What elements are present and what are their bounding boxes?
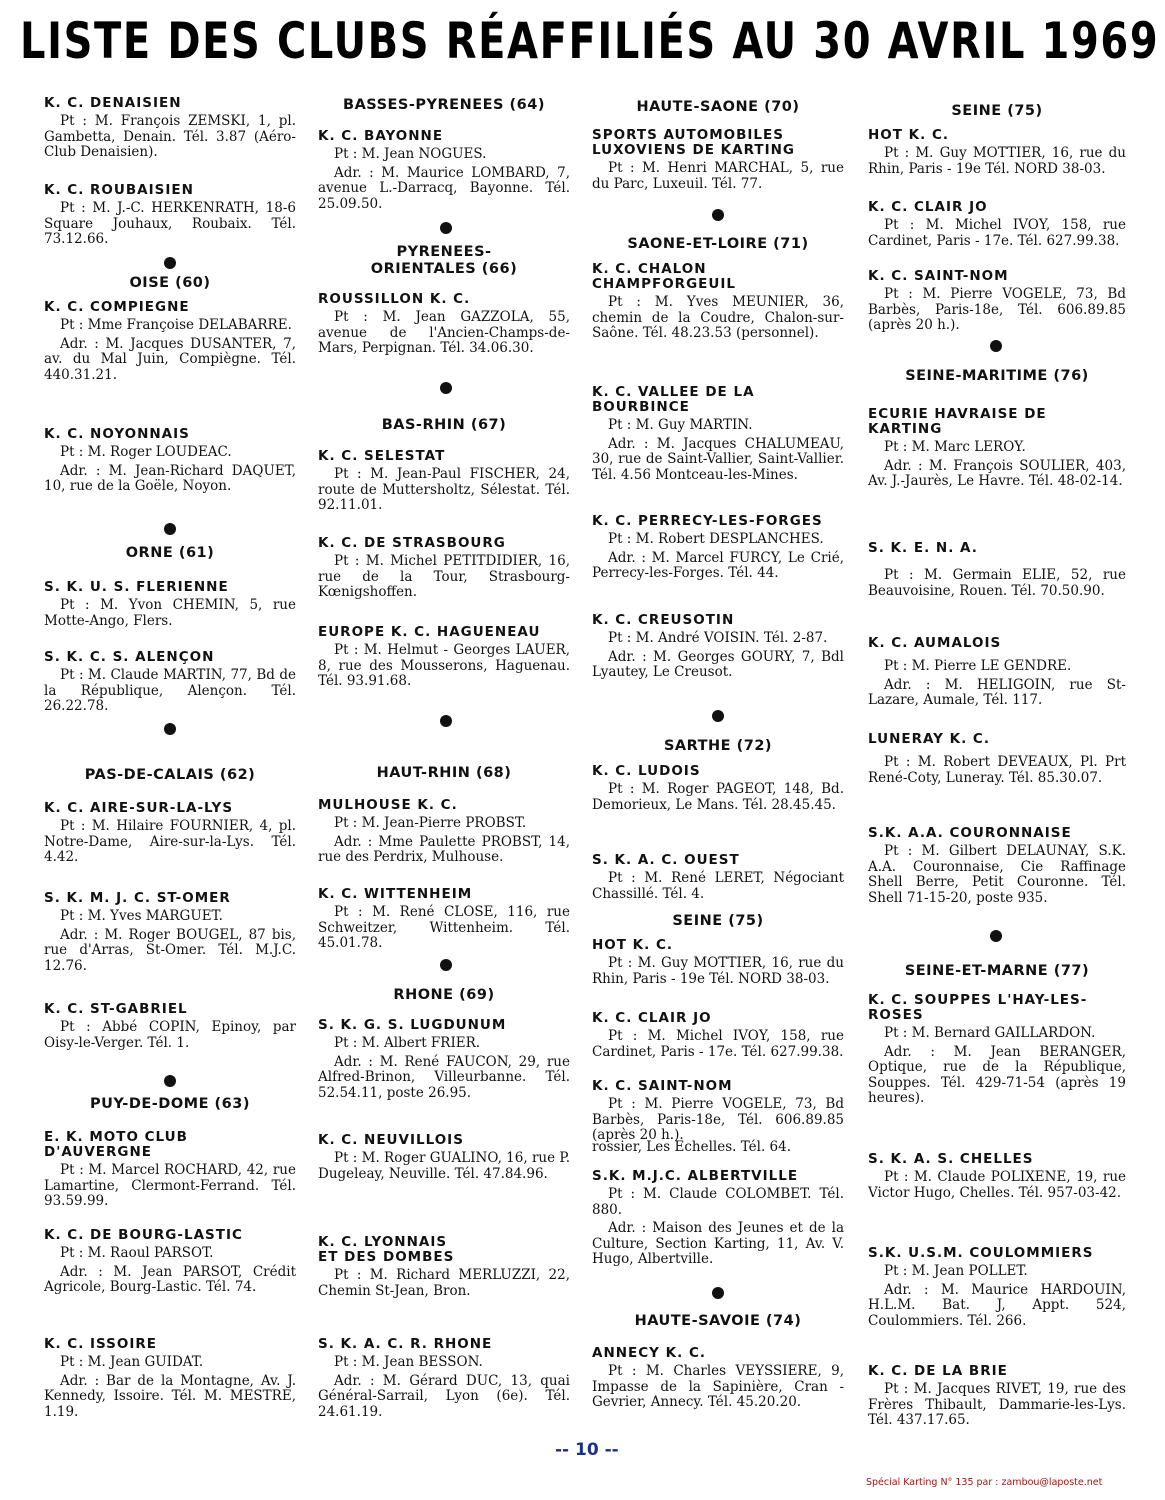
club-name: ANNECY K. C. [592,1345,706,1361]
club-address: Adr. : M. Jean PARSOT, Crédit Agricole, Bourg-Lastic. Tél. 74. [44,1263,296,1295]
club-entry [868,541,1126,602]
club-name: E. K. MOTO CLUB D'AUVERGNE [44,1129,188,1160]
department-heading: PYRENEES-ORIENTALES (66) [370,244,518,277]
club-details: Pt : M. Germain ELIE, 52, rue Beauvoisine, Rouen. Tél. 70.50.90. [868,567,1126,599]
club-entry [592,514,844,585]
department-heading: SAONE-ET-LOIRE (71) [627,236,809,252]
section-bullet-icon [164,523,176,535]
club-address: Adr. : Mme Paulette PROBST, 14, rue des Perdrix, Mulhouse. [318,833,570,865]
club-details: Pt : M. Claude POLIXENE, 19, rue Victor Hugo, Chelles. Tél. 957-03-42. [868,1169,1126,1201]
club-name: K. C. ROUBAISIEN [44,182,194,198]
club-entry [318,1018,570,1104]
overprinted-text: rossier, Les Echelles. Tél. 64. [592,1139,792,1155]
club-details: Pt : M. Robert DEVEAUX, Pl. Prt René-Coty, Luneray. Tél. 85.30.07. [868,754,1126,786]
club-entry [318,798,570,869]
club-address: Adr. : M. Maurice HARDOUIN, H.L.M. Bat. J, Appt. 524, Coulommiers. Tél. 266. [868,1281,1126,1329]
club-entry [44,580,296,632]
club-details: Pt : Abbé COPIN, Epinoy, par Oisy-le-Verger. Tél. 1. [44,1019,296,1051]
club-address: Adr. : M. HELIGOIN, rue St-Lazare, Aumale, Tél. 117. [868,676,1126,708]
section-bullet-icon [440,382,452,394]
club-entry [318,449,570,517]
club-entry [44,300,296,386]
club-details: Pt : M. Jacques RIVET, 19, rue des Frères Thibault, Dammarie-les-Lys. Tél. 437.17.65. [868,1381,1126,1428]
club-president: Pt : M. Jean NOGUES. [334,146,487,162]
section-bullet-icon [990,340,1002,352]
club-details: Pt : M. Claude MARTIN, 77, Bd de la République, Alençon. Tél. 26.22.78. [44,667,296,714]
club-details: Pt : M. Charles VEYSSIERE, 9, Impasse de la Sapinière, Cran - Gevrier, Annecy. Tél. 45.20.20. [592,1363,844,1410]
club-name: K. C. SOUPPES L'HAY-LES-ROSES [868,992,1088,1023]
club-entry [44,1002,296,1054]
club-address: Adr. : M. Roger BOUGEL, 87 bis, rue d'Arras, St-Omer. Tél. M.J.C. 12.76. [44,926,296,974]
department-heading: BASSES-PYRENEES (64) [343,97,545,113]
club-entry [318,1337,570,1423]
club-name: K. C. CHALON CHAMPFORGEUIL [592,261,736,292]
section-bullet-icon [990,930,1002,942]
department-heading: RHONE (69) [393,987,495,1003]
club-entry [592,613,844,684]
club-entry [868,200,1126,252]
club-details: Pt : M. Roger PAGEOT, 148, Bd. Demorieux, Le Mans. Tél. 28.45.45. [592,781,844,813]
club-entry [44,183,296,251]
club-name: K. C. ISSOIRE [44,1336,158,1352]
club-name: K. C. NOYONNAIS [44,426,190,442]
club-name: K. C. AIRE-SUR-LA-LYS [44,800,234,816]
club-name: EUROPE K. C. HAGUENEAU [318,624,541,640]
club-address: Adr. : Bar de la Montagne, Av. J. Kennedy, Issoire. Tél. M. MESTRE, 1.19. [44,1372,296,1420]
club-name: K. C. ST-GABRIEL [44,1001,188,1017]
club-details: Pt : M. Jean GAZZOLA, 55, avenue de l'Ancien-Champs-de-Mars, Perpignan. Tél. 34.06.30. [318,309,570,356]
club-details: Pt : M. Michel IVOY, 158, rue Cardinet, Paris - 17e. Tél. 627.99.38. [868,217,1126,249]
club-details: Pt : M. François ZEMSKI, 1, pl. Gambetta, Denain. Tél. 3.87 (Aéro-Club Denaisien). [44,113,296,160]
club-details: Pt : M. Helmut - Georges LAUER, 8, rue des Mousserons, Haguenau. Tél. 93.91.68. [318,642,570,689]
club-details: Pt : M. Michel PETITDIDIER, 16, rue de la Tour, Strasbourg-Kœnigshoffen. [318,553,570,600]
club-name: K. C. SELESTAT [318,448,446,464]
club-details: Pt : M. Hilaire FOURNIER, 4, pl. Notre-Dame, Aire-sur-la-Lys. Tél. 4.42. [44,818,296,865]
club-entry [592,938,844,990]
club-entry [592,1079,844,1147]
department-heading: SEINE-MARITIME (76) [905,368,1089,384]
club-name: S. K. U. S. FLERIENNE [44,579,229,595]
club-president: Pt : M. Robert DESPLANCHES. [608,531,824,547]
club-president: Pt : M. Pierre LE GENDRE. [884,658,1072,674]
club-name: K. C. NEUVILLOIS [318,1132,464,1148]
club-entry [868,636,1126,712]
club-president: Pt : M. Claude COLOMBET. Tél. 880. [592,1186,844,1218]
club-address: Adr. : M. Jacques DUSANTER, 7, av. du Mal Juin, Compiègne. Tél. 440.31.21. [44,335,296,383]
club-name: ROUSSILLON K. C. [318,291,471,307]
club-entry [318,129,570,215]
club-entry [868,993,1126,1110]
club-president: Pt : M. Jean GUIDAT. [60,1354,204,1370]
club-name: K. C. CREUSOTIN [592,612,735,628]
club-address: Adr. : M. René FAUCON, 29, rue Alfred-Brinon, Villeurbanne. Tél. 52.54.11, poste 26.95. [318,1053,570,1101]
club-details: Pt : M. Michel IVOY, 158, rue Cardinet, Paris - 17e. Tél. 627.99.38. [592,1028,844,1060]
club-entry [44,801,296,869]
club-name: K. C. VALLEE DE LA BOURBINCE [592,384,755,415]
club-entry [44,1228,296,1299]
club-name: ECURIE HAVRAISE DE KARTING [868,406,1047,437]
club-name: HOT K. C. [868,127,950,143]
club-details: Pt : M. Roger GUALINO, 16, rue P. Dugeleay, Neuville. Tél. 47.84.96. [318,1150,571,1182]
club-details: Pt : M. René LERET, Négociant Chassillé. Tél. 4. [592,870,844,902]
section-bullet-icon [712,1287,724,1299]
club-entry [592,1169,844,1271]
club-president: Pt : M. André VOISIN. Tél. 2-87. [608,630,828,646]
club-details: Pt : M. Marcel ROCHARD, 42, rue Lamartine, Clermont-Ferrand. Tél. 93.59.99. [44,1162,296,1209]
club-entry [44,96,296,164]
club-details: Pt : M. Yvon CHEMIN, 5, rue Motte-Ango, Flers. [44,597,296,629]
club-entry [868,1152,1126,1204]
club-name: S. K. A. S. CHELLES [868,1151,1034,1167]
club-president: Pt : M. Jean-Pierre PROBST. [334,815,527,831]
club-details: Pt : M. Guy MOTTIER, 16, rue du Rhin, Paris - 19e Tél. NORD 38-03. [592,955,844,987]
club-entry [592,128,844,195]
club-entry [592,1011,844,1063]
club-name: HOT K. C. [592,937,674,953]
club-name: S.K. M.J.C. ALBERTVILLE [592,1168,799,1184]
club-name: S. K. G. S. LUGDUNUM [318,1017,507,1033]
section-bullet-icon [440,959,452,971]
department-heading: HAUTE-SAVOIE (74) [634,1313,802,1329]
club-details: Pt : M. Richard MERLUZZI, 22, Chemin St-Jean, Bron. [318,1267,570,1299]
club-name: S. K. A. C. OUEST [592,852,740,868]
club-name: K. C. DE STRASBOURG [318,535,506,551]
club-name: K. C. COMPIEGNE [44,299,190,315]
club-entry [592,1346,844,1414]
club-entry [592,764,844,816]
club-name: K. C. LYONNAIS ET DES DOMBES [318,1234,455,1265]
club-name: S.K. U.S.M. COULOMMIERS [868,1245,1094,1261]
club-details: Pt : M. Yves MEUNIER, 36, chemin de la Coudre, Chalon-sur-Saône. Tél. 48.23.53 (personnel). [592,294,844,341]
club-entry [44,891,296,977]
club-name: LUNERAY K. C. [868,731,990,747]
department-heading: BAS-RHIN (67) [381,417,507,433]
club-president: Pt : M. Raoul PARSOT. [60,1245,214,1261]
club-address: Adr. : M. Georges GOURY, 7, Bdl Lyautey, Le Creusot. [592,648,844,680]
club-name: S. K. E. N. A. [868,540,978,556]
club-entry [868,1364,1126,1432]
club-entry [318,1235,570,1302]
club-address: Adr. : M. Jean-Richard DAQUET, 10, rue de la Goële, Noyon. [44,462,296,494]
club-entry [44,1337,296,1423]
club-entry [868,407,1126,493]
club-address: Adr. : M. Jean BERANGER, Optique, rue de la République, Souppes. Tél. 429-71-54 (après 19 heures). [868,1043,1126,1106]
club-details: Pt : M. Guy MOTTIER, 16, rue du Rhin, Paris - 19e Tél. NORD 38-03. [868,145,1126,177]
department-heading: OISE (60) [129,275,211,291]
section-bullet-icon [712,209,724,221]
club-entry [318,887,570,955]
club-president: Pt : M. Bernard GAILLARDON. [884,1025,1096,1041]
club-address: Adr. : M. Maurice LOMBARD, 7, avenue L.-Darracq, Bayonne. Tél. 25.09.50. [318,164,570,212]
club-entry [868,269,1126,337]
club-president: Pt : M. Jean POLLET. [884,1263,1028,1279]
club-entry [592,385,844,486]
department-heading: SEINE (75) [951,103,1043,119]
section-bullet-icon [440,715,452,727]
club-name: K. C. BAYONNE [318,128,444,144]
department-heading: PAS-DE-CALAIS (62) [84,767,256,783]
club-details: Pt : M. René CLOSE, 116, rue Schweitzer, Wittenheim. Tél. 45.01.78. [318,904,570,951]
club-details: Pt : M. Gilbert DELAUNAY, S.K. A.A. Couronnaise, Cie Raffinage Shell Berre, Petit Couronne. Tél. Shell 71-15-20, poste 935. [868,843,1126,906]
club-details: Pt : M. J.-C. HERKENRATH, 18-6 Square Jouhaux, Roubaix. Tél. 73.12.66. [44,200,296,247]
club-address: Adr. : M. François SOULIER, 403, Av. J.-Jaurès, Le Havre. Tél. 48-02-14. [868,457,1126,489]
club-president: Pt : M. Guy MARTIN. [608,417,753,433]
page-number: -- 10 -- [555,1440,619,1460]
section-bullet-icon [712,710,724,722]
club-name: K. C. SAINT-NOM [868,268,1009,284]
club-entry [868,1246,1126,1332]
club-president: Pt : M. Jean BESSON. [334,1354,483,1370]
club-name: K. C. AUMALOIS [868,635,1002,651]
club-name: K. C. CLAIR JO [592,1010,712,1026]
section-bullet-icon [164,723,176,735]
club-entry [318,292,570,360]
club-details: Pt : M. Henri MARCHAL, 5, rue du Parc, Luxeuil. Tél. 77. [592,160,844,192]
club-entry [868,826,1126,909]
club-address: Adr. : M. Gérard DUC, 13, quai Général-Sarrail, Lyon (6e). Tél. 24.61.19. [318,1372,570,1420]
club-entry [868,732,1126,789]
club-name: S. K. C. S. ALENÇON [44,649,215,665]
club-name: MULHOUSE K. C. [318,797,458,813]
department-heading: PUY-DE-DOME (63) [90,1096,250,1112]
section-bullet-icon [440,222,452,234]
club-name: S. K. A. C. R. RHONE [318,1336,493,1352]
club-entry [44,650,296,718]
club-entry [318,625,570,693]
club-president: Pt : M. Marc LEROY. [884,439,1026,455]
club-president: Pt : Mme Françoise DELABARRE. [60,317,292,333]
club-name: K. C. DENAISIEN [44,95,182,111]
club-name: K. C. WITTENHEIM [318,886,473,902]
department-heading: SEINE-ET-MARNE (77) [904,963,1090,979]
club-president: Pt : M. Albert FRIER. [334,1035,481,1051]
club-details: Pt : M. Jean-Paul FISCHER, 24, route de Muttersholtz, Sélestat. Tél. 92.11.01. [318,466,570,513]
club-entry [44,1130,296,1213]
department-heading: SEINE (75) [672,913,764,929]
club-details: Pt : M. Pierre VOGELE, 73, Bd Barbès, Paris-18e, Tél. 606.89.85 (après 20 h.). [868,286,1126,333]
club-name: K. C. PERRECY-LES-FORGES [592,513,823,529]
club-name: S. K. M. J. C. ST-OMER [44,890,231,906]
club-address: Adr. : Maison des Jeunes et de la Culture, Section Karting, 11, Av. V. Hugo, Albertville. [592,1220,844,1267]
club-name: K. C. LUDOIS [592,763,701,779]
section-bullet-icon [164,1075,176,1087]
club-name: SPORTS AUTOMOBILES LUXOVIENS DE KARTING [592,127,795,158]
club-address: Adr. : M. Jacques CHALUMEAU, 30, rue de Saint-Vallier, Saint-Vallier. Tél. 4.56 Montceau-les-Mines. [592,435,844,483]
club-name: S.K. A.A. COURONNAISE [868,825,1072,841]
department-heading: HAUTE-SAONE (70) [636,99,800,115]
department-heading: HAUT-RHIN (68) [376,765,512,781]
department-heading: SARTHE (72) [663,738,773,754]
club-entry [592,262,844,345]
club-entry [592,853,844,905]
club-entry [318,536,570,604]
club-details: Pt : M. Pierre VOGELE, 73, Bd Barbès, Paris-18e, Tél. 606.89.85 (après 20 h.). [592,1096,844,1143]
club-president: Pt : M. Yves MARGUET. [60,908,223,924]
club-name: K. C. SAINT-NOM [592,1078,733,1094]
department-heading: ORNE (61) [125,545,215,561]
footer-credit: Spécial Karting N° 135 par : zambou@laposte.net [866,1477,1103,1488]
club-president: Pt : M. Roger LOUDEAC. [60,444,232,460]
club-entry [44,427,296,498]
club-name: K. C. CLAIR JO [868,199,988,215]
club-address: Adr. : M. Marcel FURCY, Le Crié, Perrecy-les-Forges. Tél. 44. [592,549,844,581]
club-name: K. C. DE LA BRIE [868,1363,1008,1379]
club-entry [318,1133,570,1185]
club-name: K. C. DE BOURG-LASTIC [44,1227,243,1243]
section-bullet-icon [164,257,176,269]
club-entry [868,128,1126,180]
page-title: LISTE DES CLUBS RÉAFFILIÉS AU 30 AVRIL 1969 [20,12,1160,70]
